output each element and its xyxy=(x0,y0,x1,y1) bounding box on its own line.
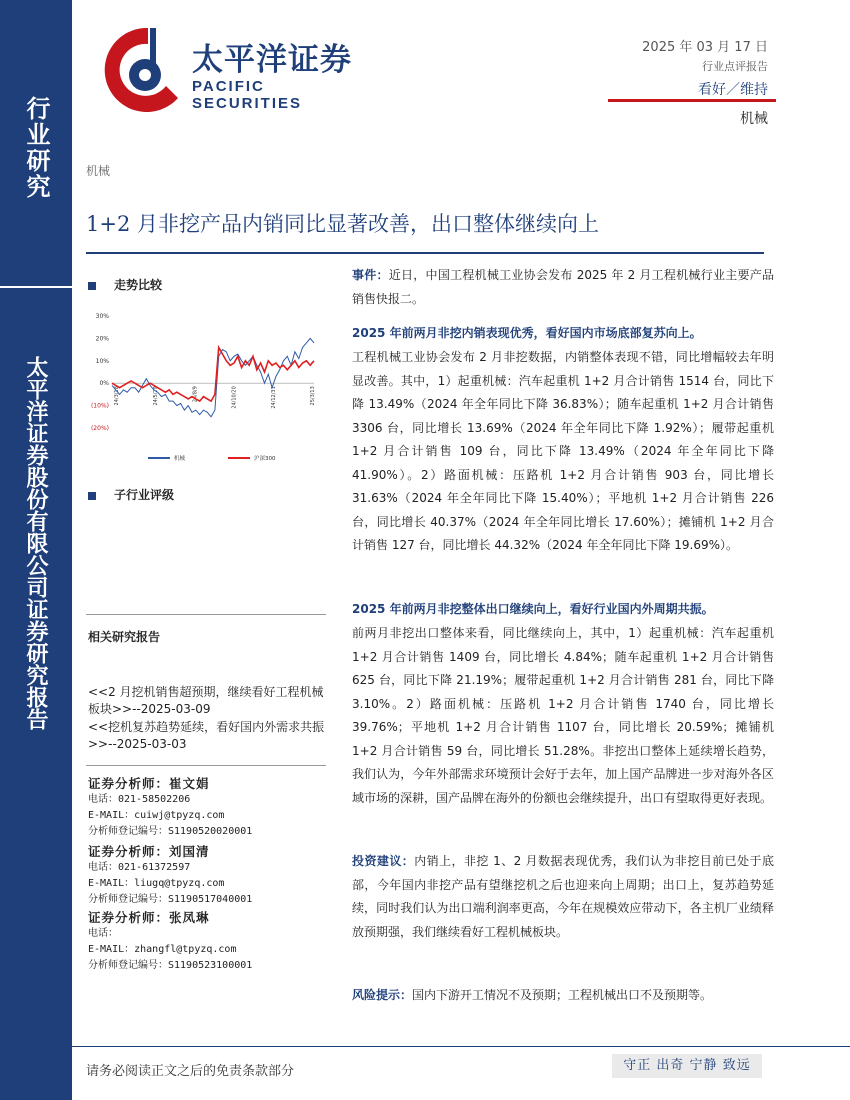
sub-rating-heading: 子行业评级 xyxy=(88,486,174,503)
y-tick-label: 30% xyxy=(95,313,109,320)
legend-label: 机械 xyxy=(174,456,186,462)
divider xyxy=(86,765,326,766)
logo-mark-icon xyxy=(100,20,190,120)
y-tick-label: 10% xyxy=(95,357,109,365)
analyst-cert: 分析师登记编号：S1190523100001 xyxy=(88,960,253,971)
risk-paragraph xyxy=(352,984,774,1008)
risk-label: 风险提示： xyxy=(352,988,413,1002)
category-label: 机械 xyxy=(86,164,111,178)
y-tick-label: (10%) xyxy=(90,402,109,410)
analyst-email[interactable]: E-MAIL：cuiwj@tpyzq.com xyxy=(88,810,225,821)
analyst-name: 证券分析师：刘国清 xyxy=(88,844,210,859)
divider xyxy=(86,614,326,615)
investment-label: 投资建议： xyxy=(352,854,415,868)
footer-motto: 守正 出奇 宁静 致远 xyxy=(612,1054,762,1078)
analyst-phone: 电话： xyxy=(88,928,118,939)
x-tick-label: 24/3/18 xyxy=(114,386,120,406)
title-rule xyxy=(86,252,764,254)
series-line xyxy=(112,347,314,401)
export-paragraph: 前两月非挖出口整体来看，同比继续向上，其中，1）起重机械：汽车起重机 1+2 月合计销售 1409 台，同比增长 4.84%；随车起重机 1+2 月合计销售 625 台，同比下降 21.19%；履带起重机 1+2 月合计销售 281 台，同比下降 3.10%。2）路面机械：压路机 1+2 月合计销售 1740 台，同比增长 39.76%；平地机 1+2 月合计销售 1107 台，同比增长 20.59%；摊铺机 1+2 月合计销售 59 台，同比增长 51.28%。非挖出口整体上延续增长趋势，我们认为，今年外部需求环境预计会好于去年，加上国产品牌进一步对海外各区域市场的深耕，国产品牌在海外的份额也会继续提升，出口有望取得更好表现。 xyxy=(352,626,774,805)
x-tick-label: 24/8/9 xyxy=(192,386,199,403)
rating: 看好／维持 xyxy=(698,82,768,98)
event-text: 近日，中国工程机械工业协会发布 2025 年 2 月工程机械行业主要产品销售快报二。 xyxy=(352,268,774,306)
analyst-card xyxy=(88,776,338,840)
analyst-card xyxy=(88,844,338,908)
analyst-name: 证券分析师：张凤琳 xyxy=(88,910,210,925)
x-tick-label: 24/5/29 xyxy=(153,386,160,406)
analyst-cert: 分析师登记编号：S1190517040001 xyxy=(88,894,253,905)
logo-name-cn: 太平洋证券 xyxy=(192,42,352,78)
event-label: 事件： xyxy=(352,268,389,282)
trend-heading: 走势比较 xyxy=(88,276,162,293)
x-tick-label: 24/10/20 xyxy=(231,386,238,409)
analyst-email[interactable]: E-MAIL：liugq@tpyzq.com xyxy=(88,878,225,889)
industry: 机械 xyxy=(740,111,768,127)
section-heading-export: 2025 年前两月非挖整体出口继续向上，看好行业国内外周期共振。 xyxy=(352,602,714,616)
related-report-link[interactable]: <<2 月挖机销售超预期，继续看好工程机械板块>>--2025-03-09 xyxy=(88,685,324,716)
related-report-link[interactable]: <<挖机复苏趋势延续，看好国内外需求共振>>--2025-03-03 xyxy=(88,720,325,751)
domestic-paragraph: 工程机械工业协会发布 2 月非挖数据，内销整体表现不错，同比增幅较去年明显改善。其中，1）起重机械：汽车起重机 1+2 月合计销售 1514 台，同比下降 13.49%（2024 年全年同比下降 36.83%）；随车起重机 1+2 月合计销售 3306 台，同比增长 13.69%（2024 年全年同比下降 1.92%）；履带起重机 1+2 月合计销售 109 台，同比下降 13.49%（2024 年全年同比下降 41.90%）。2）路面机械：压路机 1+2 月合计销售 903 台，同比增长 31.63%（2024 年全年同比下降 15.40%）；平地机 1+2 月合计销售 226 台，同比增长 40.37%（2024 年全年同比增长 17.60%）；摊铺机 1+2 月合计销售 127 台，同比增长 44.32%（2024 年全年同比下降 19.69%）。 xyxy=(352,350,774,552)
company-logo xyxy=(100,20,370,120)
x-tick-label: 24/12/31 xyxy=(270,386,277,409)
related-reports-heading: 相关研究报告 xyxy=(88,630,161,644)
report-date: 2025 年 03 月 17 日 xyxy=(642,40,768,55)
trend-chart xyxy=(86,306,326,471)
investment-paragraph xyxy=(352,850,774,944)
analyst-cert: 分析师登记编号：S1190520020001 xyxy=(88,826,253,837)
analyst-name: 证券分析师：崔文娟 xyxy=(88,776,210,791)
investment-text: 内销上，非挖 1、2 月数据表现优秀，我们认为非挖目前已处于底部，今年国内非挖产品有望继挖机之后也迎来向上周期；出口上，复苏趋势延续，同时我们认为出口端利润率更高，今年在规模效应带动下，各主机厂业绩释放预期强，我们继续看好工程机械板块。 xyxy=(352,854,774,939)
logo-name-en: PACIFIC SECURITIES xyxy=(192,78,303,112)
event-paragraph xyxy=(352,264,774,311)
bullet-square-icon xyxy=(88,282,96,290)
risk-text: 国内下游开工情况不及预期；工程机械出口不及预期等。 xyxy=(412,988,713,1002)
report-type: 行业点评报告 xyxy=(702,60,768,73)
footer-rule xyxy=(72,1046,850,1047)
legend-label: 沪深300 xyxy=(254,456,276,462)
analyst-email[interactable]: E-MAIL：zhangfl@tpyzq.com xyxy=(88,944,237,955)
bullet-square-icon xyxy=(88,492,96,500)
sidebar xyxy=(0,0,72,1100)
y-tick-label: 20% xyxy=(95,335,109,343)
analyst-card xyxy=(88,910,338,974)
series-line xyxy=(112,338,314,416)
page-title: 1+2 月非挖产品内销同比显著改善，出口整体继续向上 xyxy=(86,212,599,236)
y-tick-label: (20%) xyxy=(90,425,109,432)
header-red-rule xyxy=(608,99,776,102)
y-tick-label: 0% xyxy=(99,380,109,388)
company-name-vertical: 太平洋证券股份有限公司证券研究报告 xyxy=(23,356,49,730)
footer-disclaimer: 请务必阅读正文之后的免责条款部分 xyxy=(86,1064,295,1079)
analyst-phone: 电话：021-58502206 xyxy=(88,794,191,805)
report-category-vertical: 行业研究 xyxy=(22,96,51,200)
analyst-phone: 电话：021-61372597 xyxy=(88,862,191,873)
x-tick-label: 25/3/13 xyxy=(310,386,316,406)
section-heading-domestic: 2025 年前两月非挖内销表现优秀，看好国内市场底部复苏向上。 xyxy=(352,326,702,340)
